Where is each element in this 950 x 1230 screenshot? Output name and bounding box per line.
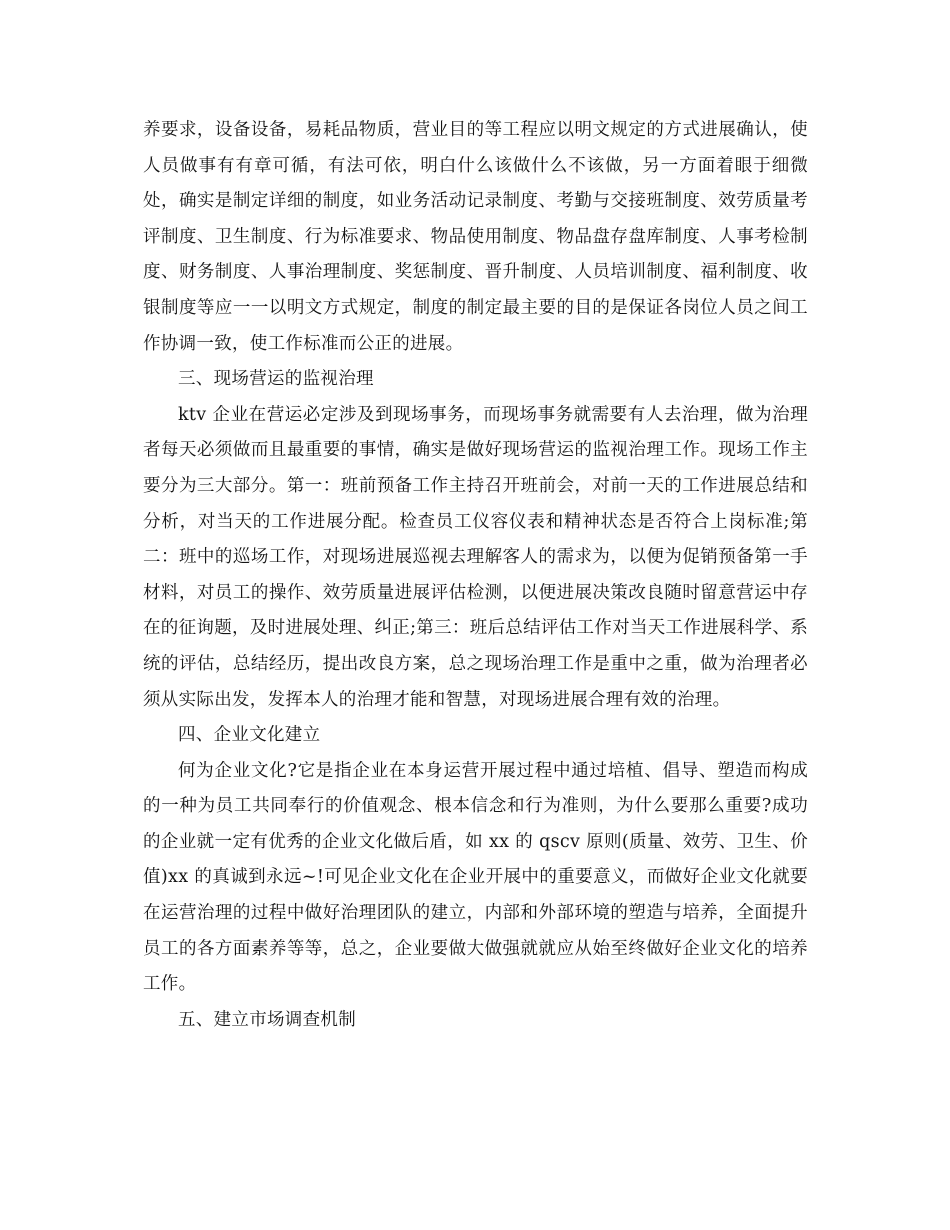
paragraph-section-3: ktv 企业在营运必定涉及到现场事务，而现场事务就需要有人去治理，做为治理者每天必须做而且最重要的事情，确实是做好现场营运的监视治理工作。现场工作主要分为三大部分。第一：班前预备工作主持召开班前会，对前一天的工作进展总结和分析，对当天的工作进展分配。检查员工仪容仪表和精神状态是否符合上岗标准;第二：班中的巡场工作，对现场进展巡视去理解客人的需求为，以便为促销预备第一手材料，对员工的操作、效劳质量进展评估检测，以便进展决策改良随时留意营运中存在的征询题，及时进展处理、纠正;第三：班后总结评估工作对当天工作进展科学、系统的评估，总结经历，提出改良方案，总之现场治理工作是重中之重，做为治理者必须从实际出发，发挥本人的治理才能和智慧，对现场进展合理有效的治理。 (143, 404, 808, 710)
section-heading-4: 四、企业文化建立 (178, 725, 321, 746)
document-body (143, 113, 808, 1038)
section-heading-3: 三、现场营运的监视治理 (178, 369, 374, 390)
paragraph-section-4: 何为企业文化?它是指企业在本身运营开展过程中通过培植、倡导、塑造而构成的一种为员工共同奉行的价值观念、根本信念和行为准则，为什么要那么重要?成功的企业就一定有优秀的企业文化做后盾，如 xx 的 qscv 原则(质量、效劳、卫生、价值)xx 的真诚到永远~!可见企业文化在企业开展中的重要意义，而做好企业文化就要在运营治理的过程中做好治理团队的建立，内部和外部环境的塑造与培养，全面提升员工的各方面素养等等，总之，企业要做大做强就就应从始至终做好企业文化的培养工作。 (143, 760, 808, 995)
paragraph-continued: 养要求，设备设备，易耗品物质，营业目的等工程应以明文规定的方式进展确认，使人员做事有有章可循，有法可依，明白什么该做什么不该做，另一方面着眼于细微处，确实是制定详细的制度，如业务活动记录制度、考勤与交接班制度、效劳质量考评制度、卫生制度、行为标准要求、物品使用制度、物品盘存盘库制度、人事考检制度、财务制度、人事治理制度、奖惩制度、晋升制度、人员培训制度、福利制度、收银制度等应一一以明文方式规定，制度的制定最主要的目的是保证各岗位人员之间工作协调一致，使工作标准而公正的进展。 (143, 120, 808, 354)
section-heading-5: 五、建立市场调查机制 (178, 1009, 356, 1030)
